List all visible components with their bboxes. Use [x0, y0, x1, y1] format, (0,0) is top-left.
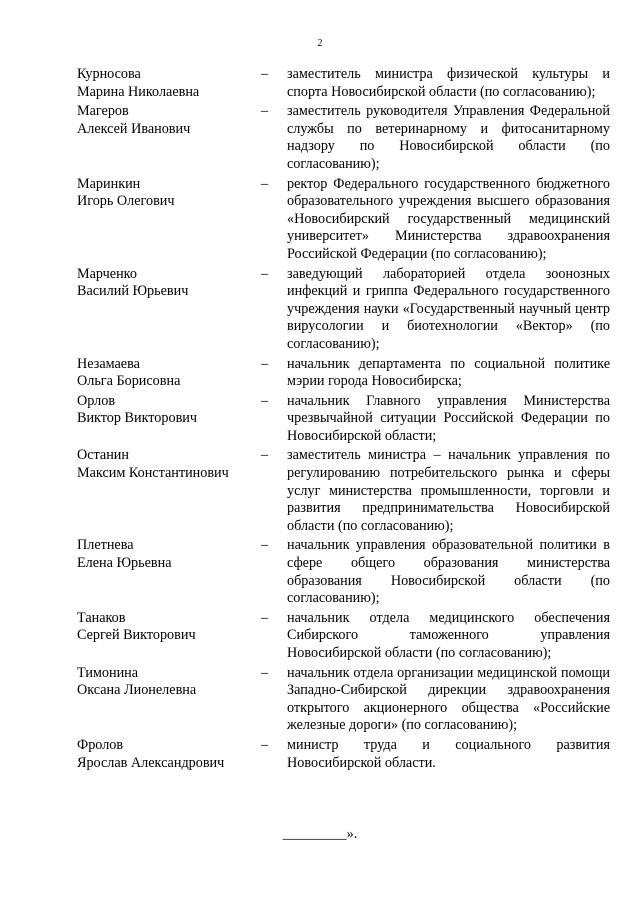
member-surname: Плетнева	[77, 537, 134, 554]
dash-separator: –	[261, 103, 269, 120]
member-position: заместитель министра физической культуры и спорта Новосибирской области (по согласованию);	[287, 66, 610, 100]
member-name	[77, 176, 257, 211]
member-surname: Маринкин	[77, 175, 141, 192]
list-item	[77, 665, 611, 735]
member-name	[77, 537, 257, 572]
member-name	[77, 356, 257, 391]
member-given-names: Игорь Олегович	[77, 193, 175, 210]
dash-separator: –	[261, 447, 269, 464]
member-surname: Орлов	[77, 392, 116, 409]
member-given-names: Ярослав Александрович	[77, 754, 225, 771]
page-number: 2	[317, 38, 323, 49]
member-surname: Тимонина	[77, 664, 139, 681]
member-given-names: Марина Николаевна	[77, 83, 200, 100]
list-item	[77, 537, 611, 607]
member-name	[77, 66, 257, 101]
member-name	[77, 665, 257, 700]
member-surname: Магеров	[77, 103, 129, 120]
member-name	[77, 393, 257, 428]
dash-separator: –	[261, 609, 269, 626]
member-position: начальник Главного управления Министерства чрезвычайной ситуации Российской Федерации по Новосибирской области;	[287, 392, 610, 444]
member-position: начальник управления образовательной политики в сфере общего образования министерства образования Новосибирской области (по согласованию);	[287, 537, 610, 607]
member-position: заместитель министра – начальник управления по регулированию потребительского рынка и сферы услуг министерства промышленности, торговли и развития предпринимательства Новосибирской области (по согласованию);	[287, 447, 610, 534]
list-item	[77, 356, 611, 391]
list-item	[77, 447, 611, 535]
member-position: начальник отдела медицинского обеспечения Сибирского таможенного управления Новосибирской области (по согласованию);	[287, 609, 610, 661]
committee-member-list	[77, 66, 611, 774]
member-name	[77, 103, 257, 138]
member-given-names: Сергей Викторович	[77, 627, 196, 644]
dash-separator: –	[261, 265, 269, 282]
member-surname: Танаков	[77, 609, 126, 626]
member-given-names: Елена Юрьевна	[77, 555, 172, 572]
member-given-names: Алексей Иванович	[77, 120, 191, 137]
member-surname: Курносова	[77, 66, 141, 82]
member-name	[77, 447, 257, 482]
member-surname: Останин	[77, 447, 129, 464]
list-item	[77, 176, 611, 264]
member-given-names: Ольга Борисовна	[77, 373, 181, 390]
list-item	[77, 737, 611, 772]
list-item	[77, 66, 611, 101]
dash-separator: –	[261, 355, 269, 372]
member-position: министр труда и социального развития Новосибирской области.	[287, 736, 610, 771]
dash-separator: –	[261, 66, 269, 82]
list-item	[77, 393, 611, 446]
list-item	[77, 103, 611, 173]
member-position: ректор Федерального государственного бюджетного образовательного учреждения высшего образования «Новосибирский государственный медицинский университет» Министерства здравоохранения Российской Федерации (по согласованию);	[287, 175, 610, 262]
member-position: заместитель руководителя Управления Федеральной службы по ветеринарному и фитосанитарному надзору по Новосибирской области (по согласованию);	[287, 103, 610, 172]
list-item	[77, 266, 611, 354]
dash-separator: –	[261, 736, 269, 753]
member-name	[77, 266, 257, 301]
member-given-names: Оксана Лионелевна	[77, 682, 197, 699]
member-surname: Незамаева	[77, 355, 140, 372]
dash-separator: –	[261, 664, 269, 681]
list-item	[77, 610, 611, 663]
member-surname: Марченко	[77, 265, 137, 282]
closing-line: _________».	[282, 826, 358, 842]
member-surname: Фролов	[77, 736, 124, 753]
member-given-names: Максим Константинович	[77, 465, 229, 482]
member-position: начальник департамента по социальной политике мэрии города Новосибирска;	[287, 355, 610, 390]
member-given-names: Виктор Викторович	[77, 410, 197, 427]
member-name	[77, 737, 257, 772]
member-name	[77, 610, 257, 645]
member-position: заведующий лабораторией отдела зоонозных инфекций и гриппа Федерального государственного учреждения науки «Государственный научный центр вирусологии и биотехнологии «Вектор» (по согласованию);	[287, 265, 610, 352]
member-position: начальник отдела организации медицинской помощи Западно-Сибирской дирекции здравоохранения открытого акционерного общества «Российские железные дороги» (по согласованию);	[287, 664, 610, 734]
dash-separator: –	[261, 175, 269, 192]
dash-separator: –	[261, 392, 269, 409]
dash-separator: –	[261, 537, 269, 554]
member-given-names: Василий Юрьевич	[77, 283, 189, 300]
